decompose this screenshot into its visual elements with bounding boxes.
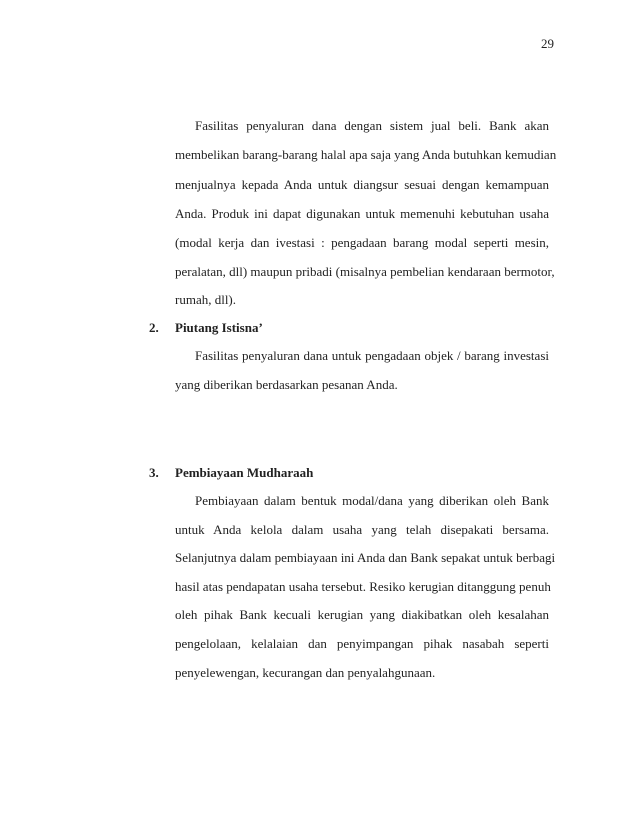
section-number: 2.	[149, 320, 159, 335]
paragraph-line: Pembiayaan dalam bentuk modal/dana yang diberikan oleh Bank	[195, 493, 549, 508]
paragraph-line: (modal kerja dan ivestasi : pengadaan barang modal seperti mesin,	[175, 235, 549, 250]
paragraph-line: Fasilitas penyaluran dana untuk pengadaan objek / barang investasi	[195, 348, 549, 363]
section-number: 3.	[149, 465, 159, 480]
paragraph-line: membelikan barang-barang halal apa saja yang Anda butuhkan kemudian	[175, 147, 557, 162]
paragraph-line: penyelewengan, kecurangan dan penyalahgunaan.	[175, 665, 436, 680]
section-title: Piutang Istisna’	[175, 320, 263, 335]
section-heading-3	[149, 465, 313, 481]
section-title: Pembiayaan Mudharaah	[175, 465, 314, 480]
paragraph-line: Selanjutnya dalam pembiayaan ini Anda dan Bank sepakat untuk berbagi	[175, 550, 556, 565]
paragraph-line: peralatan, dll) maupun pribadi (misalnya pembelian kendaraan bermotor,	[175, 264, 555, 279]
paragraph-line: Fasilitas penyaluran dana dengan sistem jual beli. Bank akan	[195, 118, 549, 133]
paragraph-line: pengelolaan, kelalaian dan penyimpangan pihak nasabah seperti	[175, 636, 549, 651]
page-number: 29	[541, 36, 554, 51]
paragraph-line: untuk Anda kelola dalam usaha yang telah disepakati bersama.	[175, 522, 549, 537]
paragraph-line: rumah, dll).	[175, 292, 237, 307]
paragraph-line: Anda. Produk ini dapat digunakan untuk memenuhi kebutuhan usaha	[175, 206, 549, 221]
paragraph-line: hasil atas pendapatan usaha tersebut. Resiko kerugian ditanggung penuh	[175, 579, 551, 594]
paragraph-line: oleh pihak Bank kecuali kerugian yang diakibatkan oleh kesalahan	[175, 607, 549, 622]
section-heading-2	[149, 320, 263, 336]
paragraph-line: yang diberikan berdasarkan pesanan Anda.	[175, 377, 398, 392]
paragraph-line: menjualnya kepada Anda untuk diangsur sesuai dengan kemampuan	[175, 177, 549, 192]
